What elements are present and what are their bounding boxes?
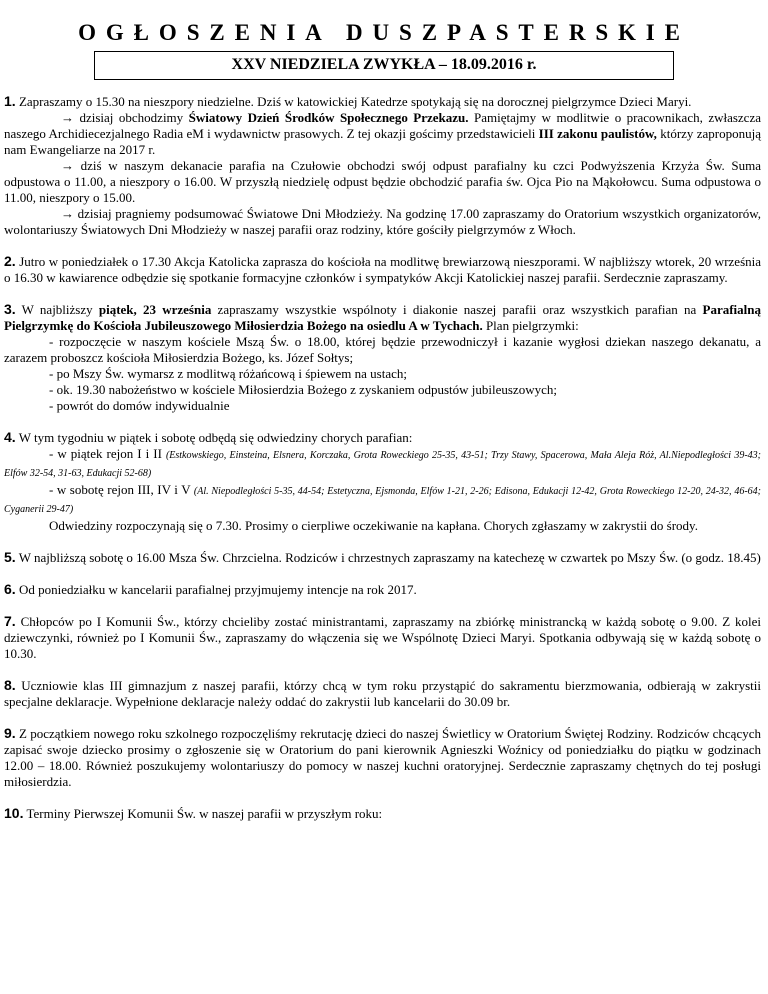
announcement-text: W najbliższą sobotę o 16.00 Msza Św. Chrzcielna. Rodziców i chrzestnych zapraszamy na katechezę w czwartek po Mszy Św. (o godz. 18.45) [18, 550, 761, 565]
text-run: Plan pielgrzymki: [482, 318, 579, 333]
visit-region [4, 446, 761, 482]
street-list: (Al. Niepodległości 5-35, 44-54; Estetyczna, Ejsmonda, Elfów 1-21, 2-26; Edisona, Edukacji 12-42, Grota Roweckiego 12-20, 24-32, 46-64; Cyganerii 29-47) [4, 486, 761, 515]
announcement-3 [4, 301, 761, 414]
plan-item: - ok. 19.30 nabożeństwo w kościele Miłosierdzia Bożego z zyskaniem odpustów jubileuszowych; [49, 382, 557, 397]
text-bold: Światowy Dzień Środków Społecznego Przekazu. [188, 110, 469, 125]
announcement-number: 10. [4, 805, 24, 821]
announcement-number: 9. [4, 725, 16, 741]
announcement-text: Terminy Pierwszej Komunii Św. w naszej parafii w przyszłym roku: [26, 806, 383, 821]
page-title: OGŁOSZENIA DUSZPASTERSKIE [78, 20, 690, 45]
announcement-6 [4, 581, 761, 598]
announcement-number: 5. [4, 549, 16, 565]
announcement-8 [4, 677, 761, 710]
text-run: Pamiętajmy w modlitwie o pracownikach, zwłaszcza naszego Archidiecezjalnego Radia eM i wydawnictw prasowych. Z tej okazji gościmy przedstawicieli [4, 110, 761, 141]
announcement-text: Chłopców po I Komunii Św., którzy chcieliby zostać ministrantami, zapraszamy na zbiórkę ministrancką w każdą sobotę o 9.00. Z kolei dziewczynki, również po I Komunii Św., zapraszamy do włączenia się we Wspólnotę Dzieci Maryi. Spotkania odbywają się w każdą sobotę o 10.30. [4, 614, 761, 661]
announcement-7 [4, 613, 761, 662]
announcement-text: Od poniedziałku w kancelarii parafialnej przyjmujemy intencje na rok 2017. [18, 582, 417, 597]
visit-region [4, 482, 761, 518]
text-run: - w sobotę rejon III, IV i V [49, 482, 194, 497]
announcement-number: 3. [4, 301, 16, 317]
announcement-number: 4. [4, 429, 16, 445]
text-run: którzy zaproponują nam Ewangeliarze na 2017 r. [4, 126, 761, 157]
announcement-1-media [4, 110, 761, 158]
announcement-4 [4, 429, 761, 534]
plan-item: - rozpoczęcie w naszym kościele Mszą Św. o 18.00, której będzie przewodniczył i kazanie wygłosi dziekan naszego dekanatu, a zarazem proboszcz kościoła Miłosierdzia Bożego, ks. Józef Sołtys; [4, 334, 761, 365]
text-run: W najbliższy [21, 302, 99, 317]
plan-item: - po Mszy Św. wymarsz z modlitwą różańcową i śpiewem na ustach; [49, 366, 408, 381]
text-run: zapraszamy wszystkie wspólnoty i diakonie naszej parafii oraz wszystkich parafian na [211, 302, 703, 317]
announcement-2 [4, 253, 761, 286]
page-subtitle: XXV NIEDZIELA ZWYKŁA – 18.09.2016 r. [94, 51, 674, 80]
announcement-number: 2. [4, 253, 16, 269]
text-run: - w piątek rejon I i II [49, 446, 166, 461]
text-bold: III zakonu paulistów, [538, 126, 657, 141]
text-run: → dzisiaj obchodzimy [61, 110, 189, 125]
text-bold: Parafialną Pielgrzymkę do Kościoła Jubileuszowego Miłosierdzia Bożego na osiedlu A w Tychach. [4, 302, 762, 333]
announcement-5 [4, 549, 761, 566]
plan-item: - powrót do domów indywidualnie [49, 398, 230, 413]
announcement-text: Jutro w poniedziałek o 17.30 Akcja Katolicka zaprasza do kościoła na modlitwę brewiarzową nieszporami. W najbliższy wtorek, 20 września o 16.30 w kawiarence odbędzie się spotkanie formacyjne członków i sympatyków Akcji Katolickiej naszej parafii. Serdecznie zapraszamy. [4, 254, 762, 285]
announcement-1 [4, 93, 761, 238]
announcement-number: 8. [4, 677, 16, 693]
announcement-number: 6. [4, 581, 16, 597]
text-bold: piątek, 23 września [98, 302, 212, 317]
announcement-4-end: Odwiedziny rozpoczynają się o 7.30. Prosimy o cierpliwe oczekiwanie na kapłana. Chorych zgłaszamy w zakrystii do środy. [49, 518, 698, 533]
announcement-number: 7. [4, 613, 16, 629]
announcement-1-intro [4, 93, 761, 110]
announcement-1-sdm: → dzisiaj pragniemy podsumować Światowe Dni Młodzieży. Na godzinę 17.00 zapraszamy do Oratorium wszystkich organizatorów, wolontariuszy Światowych Dni Młodzieży w naszej parafii oraz rodziny, które gościły pielgrzymów z Włoch. [4, 206, 761, 237]
announcement-text: Uczniowie klas III gimnazjum z naszej parafii, którzy chcą w tym roku przystąpić do sakramentu bierzmowania, odbierają w zakrystii specjalne deklaracje. Wypełnione deklaracje należy oddać do zakrystii lub kancelarii do 30.09 br. [4, 678, 761, 709]
announcement-1-odpust: → dziś w naszym dekanacie parafia na Czułowie obchodzi swój odpust parafialny ku czci Podwyższenia Krzyża Św. Suma odpustowa o 11.00, a nieszpory o 16.00. W przyszłą niedzielę odpust będzie obchodzić parafia św. Ojca Pio na Mąkołowcu. Suma odpustowa o 11.00, nieszpory o 15.00. [4, 158, 761, 205]
street-list: (Estkowskiego, Einsteina, Elsnera, Korczaka, Grota Roweckiego 25-35, 43-51; Trzy Stawy, Spacerowa, Mała Aleja Róż, Al.Niepodległości 39-43; Elfów 32-54, 31-63, Edukacji 52-68) [4, 450, 761, 479]
announcement-number: 1. [4, 93, 16, 109]
announcement-text: Z początkiem nowego roku szkolnego rozpoczęliśmy rekrutację dzieci do naszej Świetlicy w Oratorium Świętej Rodziny. Rodziców chcących zapisać swoje dziecko prosimy o zgłoszenie się w Oratorium do pani kierownik Agnieszki Woźnicy od poniedziałku do piątku w godzinach 12.00 – 18.00. Również poszukujemy wolontariuszy do pomocy w naszej kuchni oratoryjnej. Serdecznie zapraszamy chętnych do tej posługi miłosierdzia. [4, 726, 761, 789]
announcements [4, 93, 761, 822]
announcement-text: Zapraszamy o 15.30 na nieszpory niedzielne. Dziś w katowickiej Katedrze spotykają się na dorocznej pielgrzymce Dzieci Maryi. [18, 94, 692, 109]
announcement-text: W tym tygodniu w piątek i sobotę odbędą się odwiedziny chorych parafian: [18, 430, 413, 445]
announcement-9 [4, 725, 761, 790]
announcement-10 [4, 805, 761, 822]
